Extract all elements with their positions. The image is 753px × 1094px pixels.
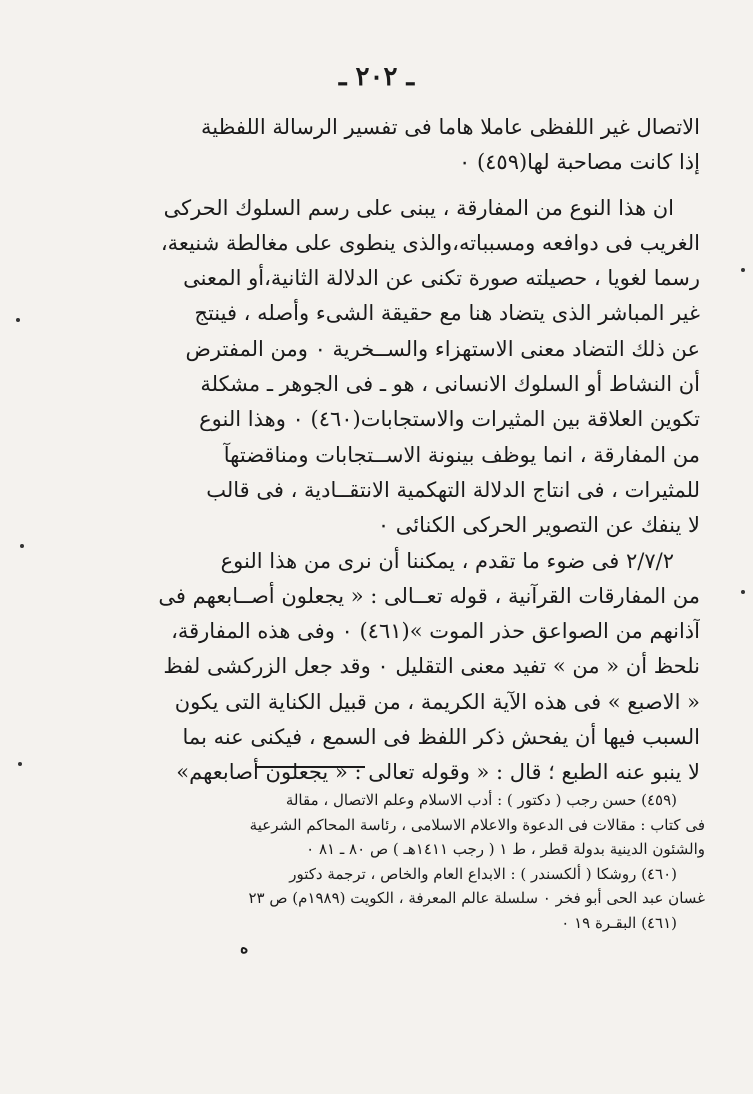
footnotes: [60, 788, 705, 935]
text-line: لا ينبو عنه الطبع ؛ قال : « وقوله تعالى : « يجعلون أصابعهم»: [176, 760, 700, 785]
text-line: غير المباشر الذى يتضاد هنا مع حقيقة الشىء وأصله ، فينتج: [194, 301, 700, 326]
footnote-line: (٤٦٠) روشكا ( ألكسندر ) : الابداع العام والخاص ، ترجمة دكتور: [289, 864, 677, 883]
text-line: للمثيرات ، فى انتاج الدلالة التهكمية الانتقــادية ، فى قالب: [206, 477, 700, 502]
footnote-line: (٤٥٩) حسن رجب ( دكتور ) : أدب الاسلام وعلم الاتصال ، مقالة: [285, 791, 677, 809]
paragraph: [60, 544, 700, 791]
text-line: الغريب فى دوافعه ومسبباته،والذى ينطوى على مغالطة شنيعة،: [160, 230, 700, 255]
page-mark: ه: [240, 938, 249, 957]
main-text: [60, 110, 700, 791]
text-line: ان هذا النوع من المفارقة ، يبنى على رسم السلوك الحركى: [163, 195, 674, 220]
text-line: من المفارقة ، انما يوظف بينونة الاســتجابات ومناقضتهآ: [223, 442, 700, 467]
text-line: ٢/٧/٢ فى ضوء ما تقدم ، يمكننا أن نرى من هذا النوع: [220, 548, 674, 573]
text-line: أن النشاط أو السلوك الانسانى ، هو ـ فى الجوهر ـ مشكلة: [200, 372, 700, 397]
page-number: ـ ٢٠٢ ـ: [338, 62, 415, 92]
text-line: تكوين العلاقة بين المثيرات والاستجابات(٤٦٠) ٠ وهذا النوع: [199, 407, 700, 432]
footnote-separator: [255, 766, 365, 768]
text-line: نلحظ أن « من » تفيد معنى التقليل ٠ وقد جعل الزركشى لفظ: [163, 654, 700, 679]
scan-speck: [741, 268, 745, 272]
text-line: رسما لغويا ، حصيلته صورة تكنى عن الدلالة الثانية،أو المعنى: [183, 266, 700, 291]
paragraph: [60, 191, 700, 544]
footnote-line: غسان عبد الحى أبو فخر ٠ سلسلة عالم المعرفة ، الكويت (١٩٨٩م) ص ٢٣: [248, 889, 705, 907]
text-line: عن ذلك التضاد معنى الاستهزاء والســخرية ٠ ومن المفترض: [185, 336, 700, 361]
paragraph: [60, 110, 700, 181]
footnote-line: (٤٦١) البقـرة ١٩ ٠: [561, 913, 677, 932]
text-line: السبب فيها أن يفحش ذكر اللفظ فى السمع ، فيكنى عنه بما: [182, 725, 700, 750]
scan-speck: [741, 590, 745, 594]
text-line: إذا كانت مصاحبة لها(٤٥٩) ٠: [458, 150, 700, 175]
scan-speck: [18, 762, 22, 766]
scan-speck: [20, 544, 24, 548]
footnote-line: فى كتاب : مقالات فى الدعوة والاعلام الاسلامى ، رئاسة المحاكم الشرعية: [249, 815, 705, 834]
text-line: من المفارقات القرآنية ، قوله تعــالى : « يجعلون أصــابعهم فى: [158, 583, 700, 608]
text-line: الاتصال غير اللفظى عاملا هاما فى تفسير الرسالة اللفظية: [201, 115, 700, 139]
footnote-line: والشئون الدينية بدولة قطر ، ط ١ ( رجب ١٤١١هـ ) ص ٨٠ ـ ٨١ ٠: [306, 840, 705, 858]
text-line: « الاصبع » فى هذه الآية الكريمة ، من قبيل الكناية التى يكون: [174, 689, 700, 714]
text-line: آذانهم من الصواعق حذر الموت »(٤٦١) ٠ وفى هذه المفارقة،: [171, 619, 700, 644]
scan-speck: [16, 318, 20, 322]
text-line: لا ينفك عن التصوير الحركى الكنائى ٠: [377, 513, 700, 538]
